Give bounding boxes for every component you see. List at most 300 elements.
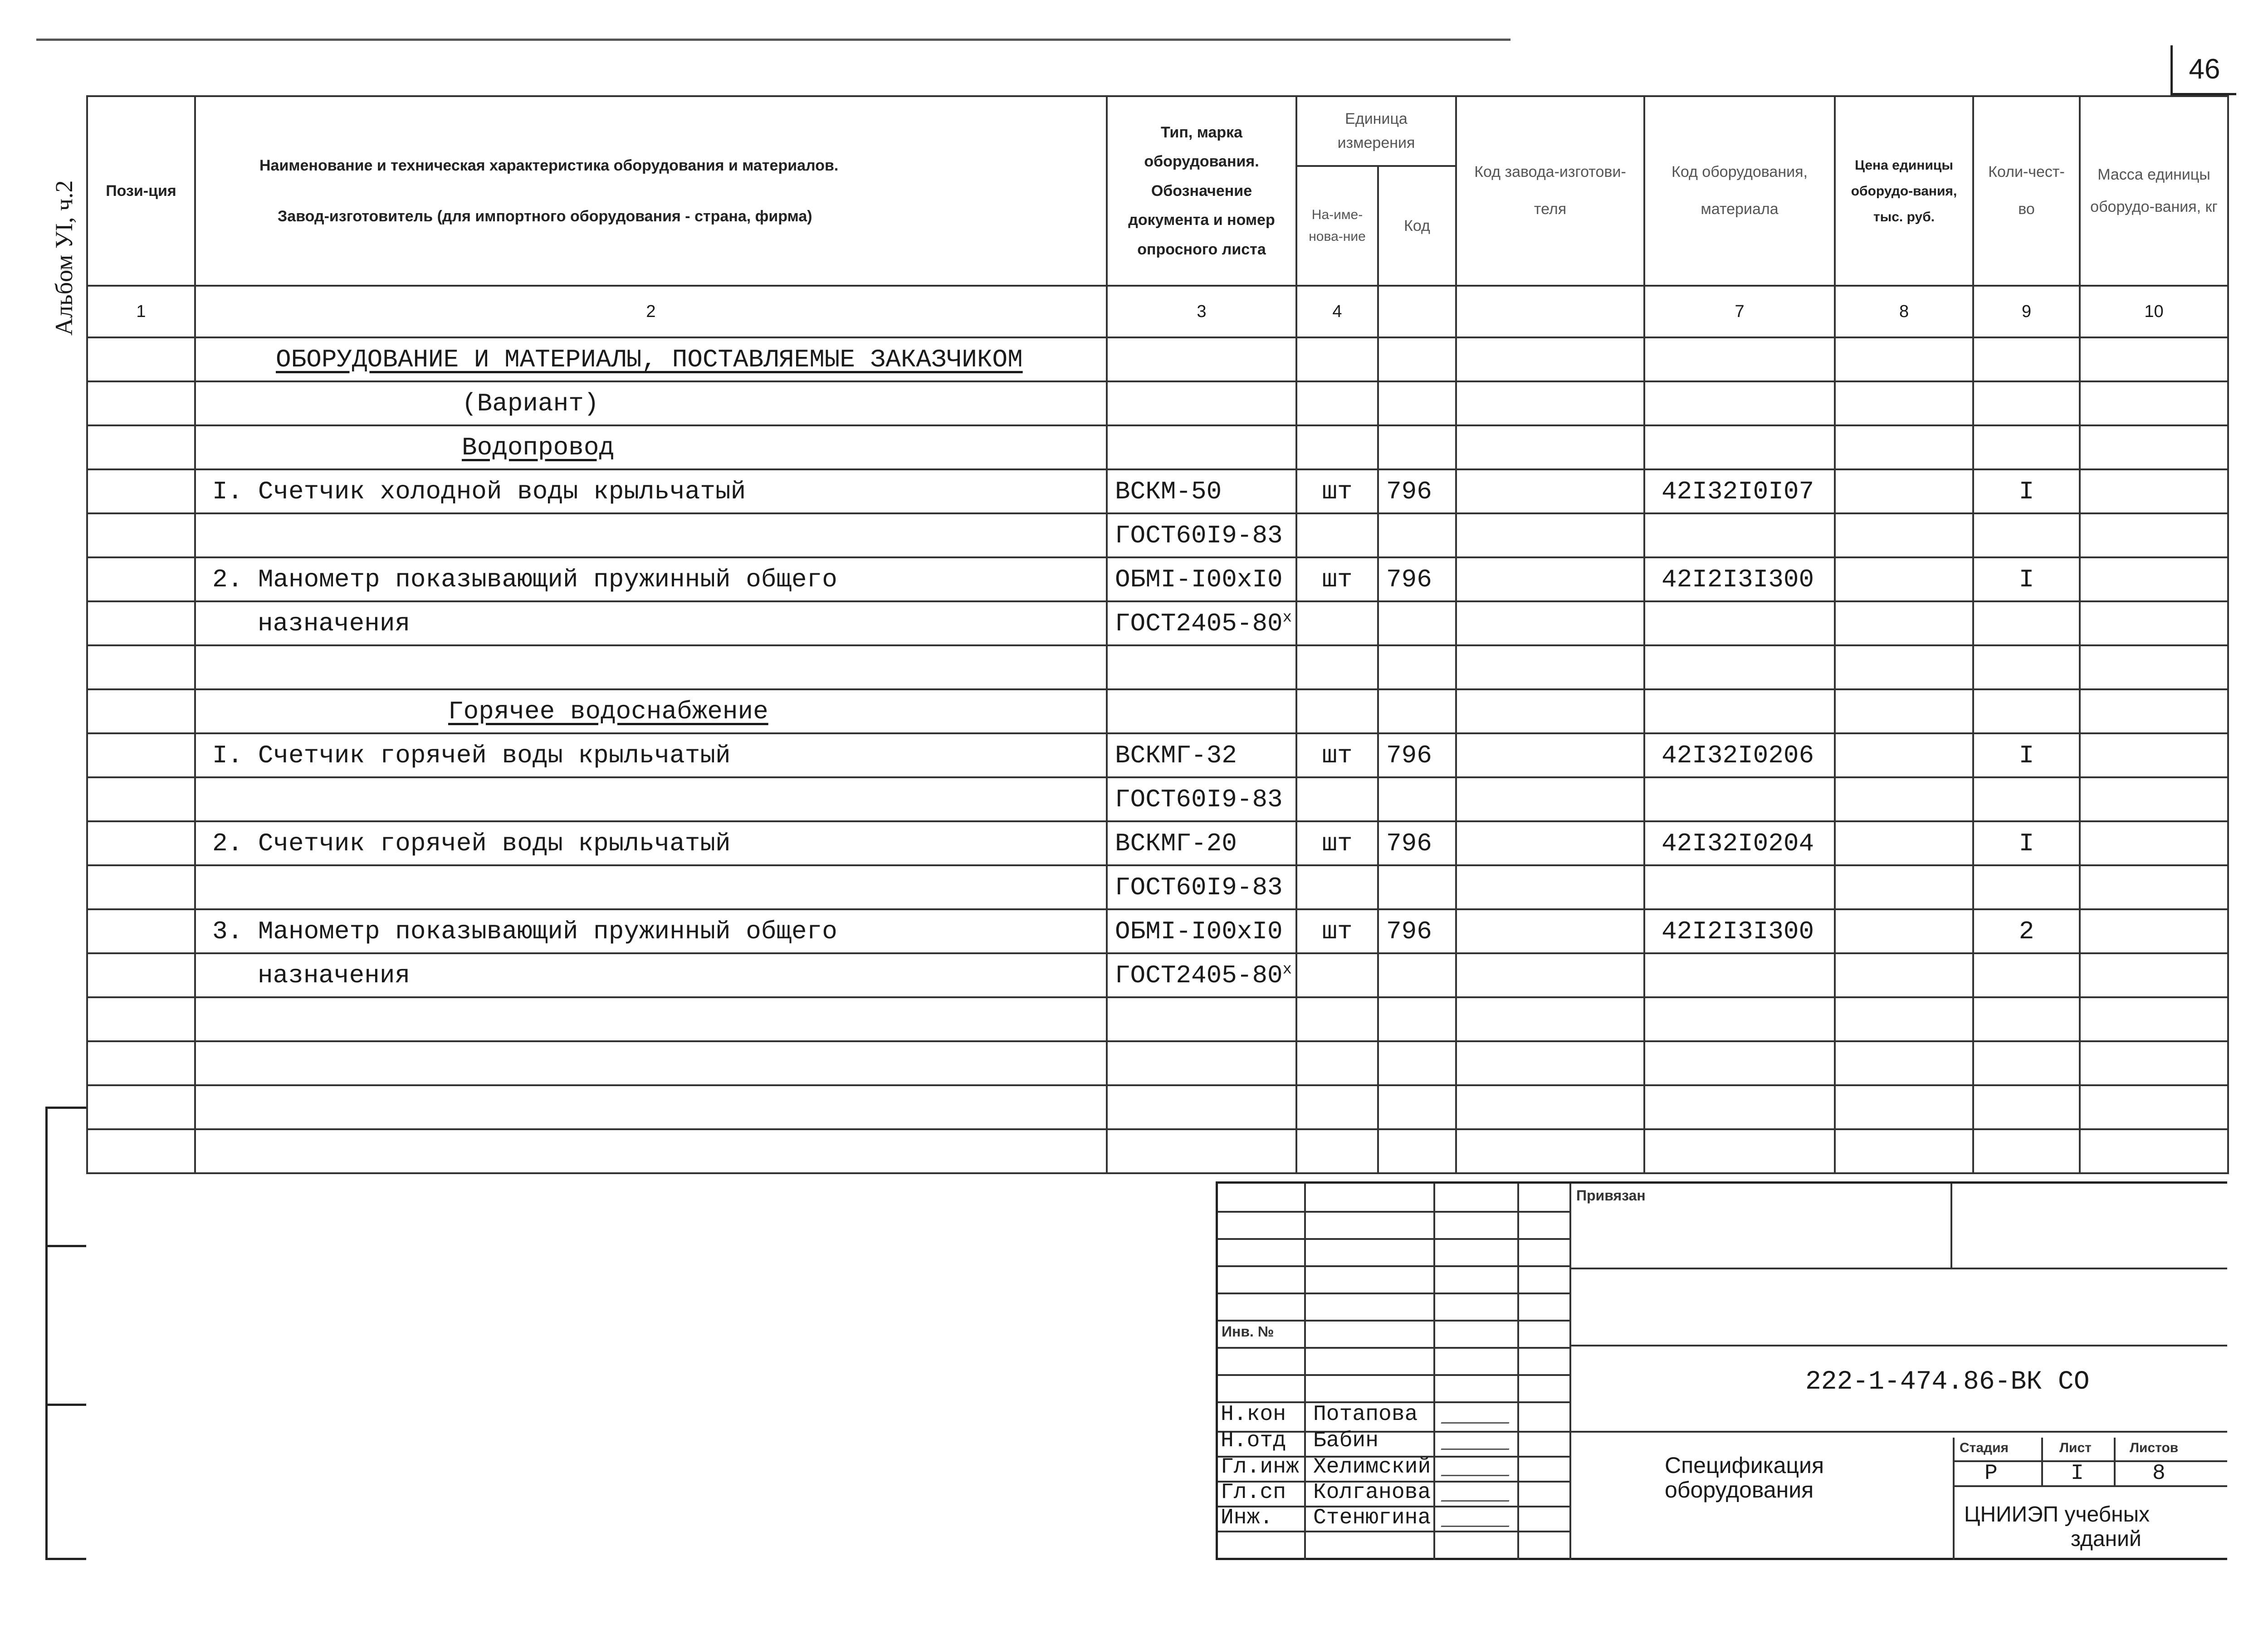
cell-mass xyxy=(2080,997,2228,1041)
column-number: 7 xyxy=(1644,286,1835,337)
cell-mass xyxy=(2080,865,2228,909)
cell-code xyxy=(1644,865,1835,909)
cell-pos xyxy=(87,909,195,953)
cell-text xyxy=(203,653,258,682)
signer-role: Гл.сп xyxy=(1221,1480,1286,1505)
cell-unit xyxy=(1296,381,1378,425)
cell-unit-code xyxy=(1378,469,1456,513)
cell-unit-code xyxy=(1378,821,1456,865)
cell-code xyxy=(1644,777,1835,821)
cell-mass xyxy=(2080,777,2228,821)
cell-text xyxy=(1652,873,1662,902)
cell-code xyxy=(1644,557,1835,601)
cell-text: 42I2I3I300 xyxy=(1662,565,1814,594)
cell-maker-code xyxy=(1456,337,1644,381)
cell-type xyxy=(1107,909,1296,953)
cell-maker-code xyxy=(1456,821,1644,865)
cell-code xyxy=(1644,381,1835,425)
cell-text: ГОСТ2405-80 xyxy=(1115,609,1283,638)
cell-pos xyxy=(87,337,195,381)
column-number: 8 xyxy=(1835,286,1973,337)
cell-unit-code xyxy=(1378,953,1456,997)
cell-unit xyxy=(1296,557,1378,601)
signer-role: Н.отд xyxy=(1221,1429,1286,1453)
cell-qty xyxy=(1973,1041,2080,1085)
cell-qty xyxy=(1973,425,2080,469)
header-mass: Масса единицы оборудо-вания, кг xyxy=(2080,96,2228,286)
cell-text: 796 xyxy=(1386,917,1432,946)
cell-pos xyxy=(87,557,195,601)
header-unit: Единица измерения xyxy=(1296,96,1456,166)
header-equip-code: Код оборудования, материала xyxy=(1644,96,1835,286)
cell-price xyxy=(1835,953,1973,997)
cell-text: ОБОРУДОВАНИЕ И МАТЕРИАЛЫ, ПОСТАВЛЯЕМЫЕ ЗАКАЗЧИКОМ xyxy=(276,345,1023,374)
sheet-value: I xyxy=(2071,1461,2084,1486)
cell-qty xyxy=(1973,645,2080,689)
cell-type xyxy=(1107,513,1296,557)
cell-text xyxy=(1652,433,1662,462)
cell-text: шт xyxy=(1322,741,1353,770)
cell-mass xyxy=(2080,425,2228,469)
album-label: Альбом УI, ч.2 xyxy=(50,180,78,336)
cell-text xyxy=(1652,345,1662,374)
cell-text xyxy=(1652,1005,1662,1034)
column-number xyxy=(1456,286,1644,337)
table-row xyxy=(87,337,2228,381)
column-number: 4 xyxy=(1296,286,1378,337)
cell-text: I xyxy=(2019,477,2034,506)
cell-unit xyxy=(1296,733,1378,777)
table-row xyxy=(87,1129,2228,1173)
cell-maker-code xyxy=(1456,777,1644,821)
cell-price xyxy=(1835,997,1973,1041)
header-name-line2: Завод-изготовитель (для импортного оборудования - страна, фирма) xyxy=(278,208,812,225)
cell-unit-code xyxy=(1378,733,1456,777)
cell-qty xyxy=(1973,557,2080,601)
cell-mass xyxy=(2080,953,2228,997)
cell-maker-code xyxy=(1456,997,1644,1041)
cell-mass xyxy=(2080,557,2228,601)
cell-text: 42I32I0I07 xyxy=(1662,477,1814,506)
table-row xyxy=(87,997,2228,1041)
cell-mass xyxy=(2080,689,2228,733)
cell-text xyxy=(1652,389,1662,418)
cell-text: назначения xyxy=(258,609,411,638)
table-row xyxy=(87,425,2228,469)
cell-text: ОБМI-I00хI0 xyxy=(1115,917,1283,946)
cell-type xyxy=(1107,821,1296,865)
superscript: х xyxy=(1282,609,1292,626)
cell-price xyxy=(1835,865,1973,909)
cell-unit-code xyxy=(1378,777,1456,821)
cell-unit xyxy=(1296,997,1378,1041)
cell-text: I xyxy=(2019,565,2034,594)
header-unit-code: Код xyxy=(1378,166,1456,286)
signer-role: Гл.инж xyxy=(1221,1455,1299,1479)
cell-text: 2. Счетчик горячей воды крыльчатый xyxy=(212,829,731,858)
cell-text: I. Счетчик холодной воды крыльчатый xyxy=(212,477,746,506)
cell-unit-code xyxy=(1378,337,1456,381)
cell-text: ВСКМГ-20 xyxy=(1115,829,1237,858)
cell-text xyxy=(1652,961,1662,990)
cell-text xyxy=(203,1049,258,1078)
cell-name xyxy=(195,1085,1107,1129)
cell-unit-code xyxy=(1378,1041,1456,1085)
cell-unit xyxy=(1296,689,1378,733)
cell-unit xyxy=(1296,601,1378,645)
cell-text xyxy=(203,1005,258,1034)
cell-unit xyxy=(1296,953,1378,997)
cell-unit xyxy=(1296,425,1378,469)
cell-qty xyxy=(1973,1085,2080,1129)
cell-price xyxy=(1835,1041,1973,1085)
cell-text: 3. Манометр показывающий пружинный общего xyxy=(212,917,837,946)
cell-qty xyxy=(1973,777,2080,821)
cell-text: I xyxy=(2019,829,2034,858)
cell-code xyxy=(1644,337,1835,381)
cell-text: 42I32I0204 xyxy=(1662,829,1814,858)
header-unit-name: На-име-нова-ние xyxy=(1296,166,1378,286)
table-row xyxy=(87,469,2228,513)
cell-code xyxy=(1644,1085,1835,1129)
cell-unit-code xyxy=(1378,909,1456,953)
column-number: 9 xyxy=(1973,286,2080,337)
privyazan-label: Привязан xyxy=(1576,1187,1646,1204)
cell-code xyxy=(1644,733,1835,777)
cell-text xyxy=(203,521,258,550)
cell-maker-code xyxy=(1456,645,1644,689)
cell-qty xyxy=(1973,601,2080,645)
cell-text: шт xyxy=(1322,829,1353,858)
cell-type xyxy=(1107,733,1296,777)
cell-maker-code xyxy=(1456,1041,1644,1085)
cell-pos xyxy=(87,601,195,645)
cell-text: шт xyxy=(1322,477,1353,506)
cell-code xyxy=(1644,425,1835,469)
sheet-label: Лист xyxy=(2059,1440,2092,1455)
cell-type xyxy=(1107,1129,1296,1173)
table-row xyxy=(87,909,2228,953)
superscript: х xyxy=(1282,961,1292,978)
cell-name xyxy=(195,1129,1107,1173)
cell-type xyxy=(1107,601,1296,645)
cell-unit-code xyxy=(1378,689,1456,733)
page-number: 46 xyxy=(2170,45,2236,95)
cell-text: ГОСТ60I9-83 xyxy=(1115,785,1283,814)
cell-name xyxy=(195,733,1107,777)
cell-pos xyxy=(87,689,195,733)
cell-type xyxy=(1107,557,1296,601)
signature-mark xyxy=(1441,1402,1516,1424)
cell-name xyxy=(195,601,1107,645)
cell-text: шт xyxy=(1322,917,1353,946)
cell-mass xyxy=(2080,1041,2228,1085)
table-row xyxy=(87,381,2228,425)
cell-qty xyxy=(1973,733,2080,777)
cell-price xyxy=(1835,821,1973,865)
cell-text xyxy=(1652,609,1662,638)
cell-maker-code xyxy=(1456,953,1644,997)
cell-qty xyxy=(1973,689,2080,733)
cell-mass xyxy=(2080,909,2228,953)
cell-unit-code xyxy=(1378,1085,1456,1129)
sheets-value: 8 xyxy=(2152,1461,2165,1486)
cell-unit-code xyxy=(1378,645,1456,689)
cell-text xyxy=(1652,1049,1662,1078)
cell-mass xyxy=(2080,733,2228,777)
cell-unit xyxy=(1296,1041,1378,1085)
specification-table xyxy=(86,95,2229,1174)
cell-text xyxy=(1652,785,1662,814)
cell-maker-code xyxy=(1456,1085,1644,1129)
signature-mark xyxy=(1441,1480,1516,1502)
cell-price xyxy=(1835,425,1973,469)
cell-price xyxy=(1835,557,1973,601)
cell-unit-code xyxy=(1378,865,1456,909)
cell-unit xyxy=(1296,469,1378,513)
cell-price xyxy=(1835,513,1973,557)
cell-text xyxy=(1652,521,1662,550)
cell-unit xyxy=(1296,909,1378,953)
column-number: 1 xyxy=(87,286,195,337)
cell-maker-code xyxy=(1456,425,1644,469)
cell-pos xyxy=(87,513,195,557)
cell-text: шт xyxy=(1322,565,1353,594)
cell-qty xyxy=(1973,469,2080,513)
cell-price xyxy=(1835,645,1973,689)
cell-pos xyxy=(87,953,195,997)
cell-name xyxy=(195,513,1107,557)
cell-type xyxy=(1107,1041,1296,1085)
cell-price xyxy=(1835,1129,1973,1173)
cell-type xyxy=(1107,1085,1296,1129)
cell-unit-code xyxy=(1378,601,1456,645)
title-block xyxy=(1216,1181,2227,1560)
cell-qty xyxy=(1973,821,2080,865)
cell-maker-code xyxy=(1456,381,1644,425)
signature-mark xyxy=(1441,1506,1516,1527)
cell-type xyxy=(1107,689,1296,733)
cell-text: ГОСТ60I9-83 xyxy=(1115,873,1283,902)
cell-mass xyxy=(2080,821,2228,865)
cell-type xyxy=(1107,777,1296,821)
cell-code xyxy=(1644,689,1835,733)
cell-text: 42I2I3I300 xyxy=(1662,917,1814,946)
table-row xyxy=(87,733,2228,777)
cell-text: 796 xyxy=(1386,477,1432,506)
cell-unit xyxy=(1296,865,1378,909)
cell-price xyxy=(1835,733,1973,777)
sheets-label: Листов xyxy=(2130,1440,2179,1455)
table-row xyxy=(87,777,2228,821)
cell-pos xyxy=(87,1129,195,1173)
cell-pos xyxy=(87,733,195,777)
cell-unit xyxy=(1296,645,1378,689)
cell-text: 42I32I0206 xyxy=(1662,741,1814,770)
cell-unit xyxy=(1296,513,1378,557)
column-number: 3 xyxy=(1107,286,1296,337)
cell-text: назначения xyxy=(258,961,411,990)
header-position: Пози-ция xyxy=(87,96,195,286)
column-number: 2 xyxy=(195,286,1107,337)
cell-code xyxy=(1644,469,1835,513)
cell-unit xyxy=(1296,1085,1378,1129)
cell-name xyxy=(195,469,1107,513)
cell-name xyxy=(195,953,1107,997)
table-row xyxy=(87,953,2228,997)
cell-type xyxy=(1107,381,1296,425)
cell-unit-code xyxy=(1378,513,1456,557)
cell-pos xyxy=(87,469,195,513)
table-row xyxy=(87,557,2228,601)
cell-pos xyxy=(87,1041,195,1085)
table-row xyxy=(87,865,2228,909)
column-number xyxy=(1378,286,1456,337)
cell-maker-code xyxy=(1456,601,1644,645)
cell-name xyxy=(195,557,1107,601)
signer-name: Колганова xyxy=(1313,1480,1431,1505)
cell-qty xyxy=(1973,381,2080,425)
signature-mark xyxy=(1441,1429,1516,1450)
cell-text: I. Счетчик горячей воды крыльчатый xyxy=(212,741,731,770)
cell-qty xyxy=(1973,997,2080,1041)
table-row xyxy=(87,1041,2228,1085)
cell-pos xyxy=(87,865,195,909)
cell-text: ОБМI-I00хI0 xyxy=(1115,565,1283,594)
header-name-line1: Наименование и техническая характеристика оборудования и материалов. xyxy=(259,156,839,174)
cell-maker-code xyxy=(1456,513,1644,557)
cell-mass xyxy=(2080,601,2228,645)
cell-name xyxy=(195,997,1107,1041)
cell-pos xyxy=(87,1085,195,1129)
cell-text: ГОСТ2405-80 xyxy=(1115,961,1283,990)
header-name xyxy=(195,96,1107,286)
cell-code xyxy=(1644,1041,1835,1085)
signature-mark xyxy=(1441,1455,1516,1476)
cell-pos xyxy=(87,645,195,689)
signer-name: Стенюгина xyxy=(1313,1506,1431,1530)
cell-name xyxy=(195,909,1107,953)
cell-qty xyxy=(1973,865,2080,909)
cell-name xyxy=(195,821,1107,865)
cell-pos xyxy=(87,381,195,425)
cell-mass xyxy=(2080,1129,2228,1173)
cell-pos xyxy=(87,821,195,865)
cell-type xyxy=(1107,425,1296,469)
cell-text xyxy=(1652,1137,1662,1166)
cell-code xyxy=(1644,953,1835,997)
cell-maker-code xyxy=(1456,557,1644,601)
signer-name: Хелимский xyxy=(1313,1455,1431,1479)
cell-text xyxy=(203,1137,258,1166)
signer-role: Н.кон xyxy=(1221,1402,1286,1427)
binding-stub xyxy=(45,1107,86,1560)
document-code: 222-1-474.86-ВК СО xyxy=(1805,1367,2090,1397)
cell-price xyxy=(1835,601,1973,645)
document-title-line2: оборудования xyxy=(1665,1477,1814,1502)
cell-text xyxy=(1652,697,1662,726)
cell-qty xyxy=(1973,909,2080,953)
signer-name: Бабин xyxy=(1313,1429,1379,1453)
cell-price xyxy=(1835,1085,1973,1129)
column-number: 10 xyxy=(2080,286,2228,337)
cell-text: 796 xyxy=(1386,829,1432,858)
inventory-number-label: Инв. № xyxy=(1222,1323,1274,1340)
cell-code xyxy=(1644,997,1835,1041)
cell-type xyxy=(1107,469,1296,513)
cell-text: (Вариант) xyxy=(462,389,599,418)
cell-qty xyxy=(1973,953,2080,997)
cell-price xyxy=(1835,381,1973,425)
cell-qty xyxy=(1973,1129,2080,1173)
stage-label: Стадия xyxy=(1960,1440,2009,1455)
cell-text: 2 xyxy=(2019,917,2034,946)
signer-role: Инж. xyxy=(1221,1506,1273,1530)
cell-code xyxy=(1644,821,1835,865)
cell-mass xyxy=(2080,513,2228,557)
cell-code xyxy=(1644,909,1835,953)
column-numbers-row xyxy=(87,286,2228,337)
cell-maker-code xyxy=(1456,733,1644,777)
cell-price xyxy=(1835,689,1973,733)
cell-type xyxy=(1107,337,1296,381)
cell-unit-code xyxy=(1378,425,1456,469)
cell-type xyxy=(1107,953,1296,997)
cell-price xyxy=(1835,337,1973,381)
cell-text xyxy=(203,785,258,814)
header-qty: Коли-чест-во xyxy=(1973,96,2080,286)
header-type: Тип, марка оборудования. Обозначение документа и номер опросного листа xyxy=(1107,96,1296,286)
cell-text xyxy=(1652,653,1662,682)
cell-code xyxy=(1644,1129,1835,1173)
table-row xyxy=(87,513,2228,557)
table-row xyxy=(87,645,2228,689)
cell-type xyxy=(1107,997,1296,1041)
signer-name: Потапова xyxy=(1313,1402,1418,1427)
cell-unit-code xyxy=(1378,1129,1456,1173)
cell-price xyxy=(1835,777,1973,821)
cell-name xyxy=(195,1041,1107,1085)
cell-name xyxy=(195,689,1107,733)
cell-mass xyxy=(2080,469,2228,513)
cell-maker-code xyxy=(1456,1129,1644,1173)
cell-mass xyxy=(2080,1085,2228,1129)
cell-unit-code xyxy=(1378,997,1456,1041)
cell-maker-code xyxy=(1456,909,1644,953)
cell-unit xyxy=(1296,337,1378,381)
cell-text: ГОСТ60I9-83 xyxy=(1115,521,1283,550)
cell-name xyxy=(195,777,1107,821)
stage-value: Р xyxy=(1984,1461,1998,1486)
cell-text: ВСКМ-50 xyxy=(1115,477,1222,506)
table-row xyxy=(87,1085,2228,1129)
cell-pos xyxy=(87,425,195,469)
organization-line1: ЦНИИЭП учебных xyxy=(1964,1502,2150,1527)
cell-text: Водопровод xyxy=(462,433,615,462)
cell-code xyxy=(1644,645,1835,689)
cell-unit xyxy=(1296,821,1378,865)
cell-text: Горячее водоснабжение xyxy=(448,697,768,726)
cell-text xyxy=(1652,1093,1662,1122)
header-maker-code: Код завода-изготови-теля xyxy=(1456,96,1644,286)
cell-unit xyxy=(1296,777,1378,821)
organization-line2: зданий xyxy=(2071,1527,2141,1551)
cell-type xyxy=(1107,865,1296,909)
cell-mass xyxy=(2080,645,2228,689)
cell-mass xyxy=(2080,381,2228,425)
cell-qty xyxy=(1973,337,2080,381)
cell-type xyxy=(1107,645,1296,689)
